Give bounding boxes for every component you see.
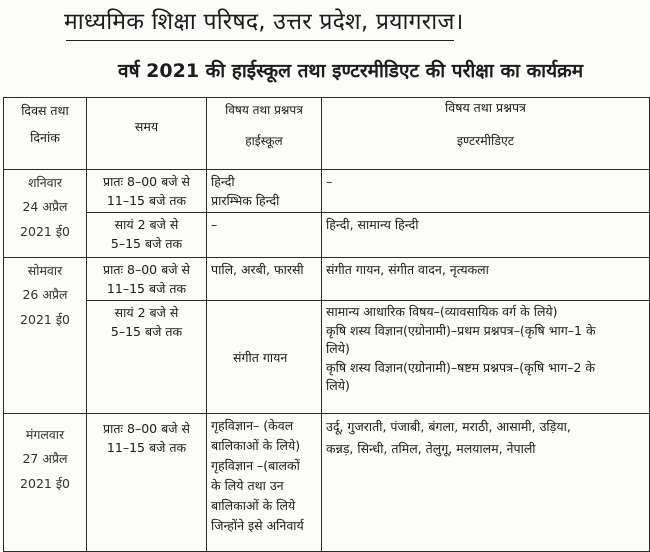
highschool-subject-cell: गृहविज्ञान– (केवल बालिकाओं के लिये) गृहविज्ञान –(बालकों के लिये तथा उन बालिकाओं के लिये जिन्होंने इसे अनिवार्य <box>207 414 322 552</box>
table-row <box>4 170 650 213</box>
table-row <box>4 301 650 414</box>
highschool-subject-cell: पालि, अरबी, फारसी <box>207 258 322 301</box>
day-date-cell: सोमवार 26 अप्रैल 2021 ई0 <box>4 258 87 414</box>
time-cell: प्रातः 8–00 बजे से 11–15 बजे तक <box>87 258 207 301</box>
intermediate-subject-cell: सामान्य आधारिक विषय–(व्यावसायिक वर्ग के लिये) कृषि शस्य विज्ञान(एग्रोनामी)–प्रथम प्रश्नपत्र–(कृषि भाग–1 के लिये) कृषि शस्य विज्ञान(एग्रोनामी)–षष्टम प्रश्नपत्र–(कृषि भाग–2 के लिये) <box>322 301 650 414</box>
time-cell: सायं 2 बजे से 5–15 बजे तक <box>87 301 207 414</box>
time-cell: प्रातः 8–00 बजे से 11–15 बजे तक <box>87 170 207 213</box>
time-cell: सायं 2 बजे से 5–15 बजे तक <box>87 213 207 258</box>
exam-schedule-subtitle: वर्ष 2021 की हाईस्कूल तथा इण्टरमीडिएट की परीक्षा का कार्यक्रम <box>118 60 584 82</box>
header-day-date: दिवस तथा दिनांक <box>4 98 87 170</box>
title-underline <box>66 40 454 41</box>
intermediate-subject-cell: उर्दू, गुजराती, पंजाबी, बंगला, मराठी, आसामी, उड़िया, कन्नड़, सिन्धी, तमिल, तेलुगू, मलयालम, नेपाली <box>322 414 650 552</box>
intermediate-subject-cell: – <box>322 170 650 213</box>
table-row <box>4 258 650 301</box>
exam-schedule-table <box>3 97 650 552</box>
time-cell: प्रातः 8–00 बजे से 11–15 बजे तक <box>87 414 207 552</box>
table-header-row <box>4 98 650 170</box>
page-title: माध्यमिक शिक्षा परिषद, उत्तर प्रदेश, प्रयागराज। <box>64 9 464 35</box>
highschool-subject-cell: हिन्दी प्रारम्भिक हिन्दी <box>207 170 322 213</box>
table-row <box>4 213 650 258</box>
day-date-cell: शनिवार 24 अप्रैल 2021 ई0 <box>4 170 87 258</box>
highschool-subject-cell: – <box>207 213 322 258</box>
highschool-subject-cell: संगीत गायन <box>207 301 322 414</box>
intermediate-subject-cell: हिन्दी, सामान्य हिन्दी <box>322 213 650 258</box>
header-highschool: विषय तथा प्रश्नपत्र हाईस्कूल <box>207 98 322 170</box>
table-row <box>4 414 650 552</box>
header-intermediate: विषय तथा प्रश्नपत्र इण्टरमीडिएट <box>322 98 650 170</box>
header-time: समय <box>87 98 207 170</box>
day-date-cell: मंगलवार 27 अप्रैल 2021 ई0 <box>4 414 87 552</box>
intermediate-subject-cell: संगीत गायन, संगीत वादन, नृत्यकला <box>322 258 650 301</box>
